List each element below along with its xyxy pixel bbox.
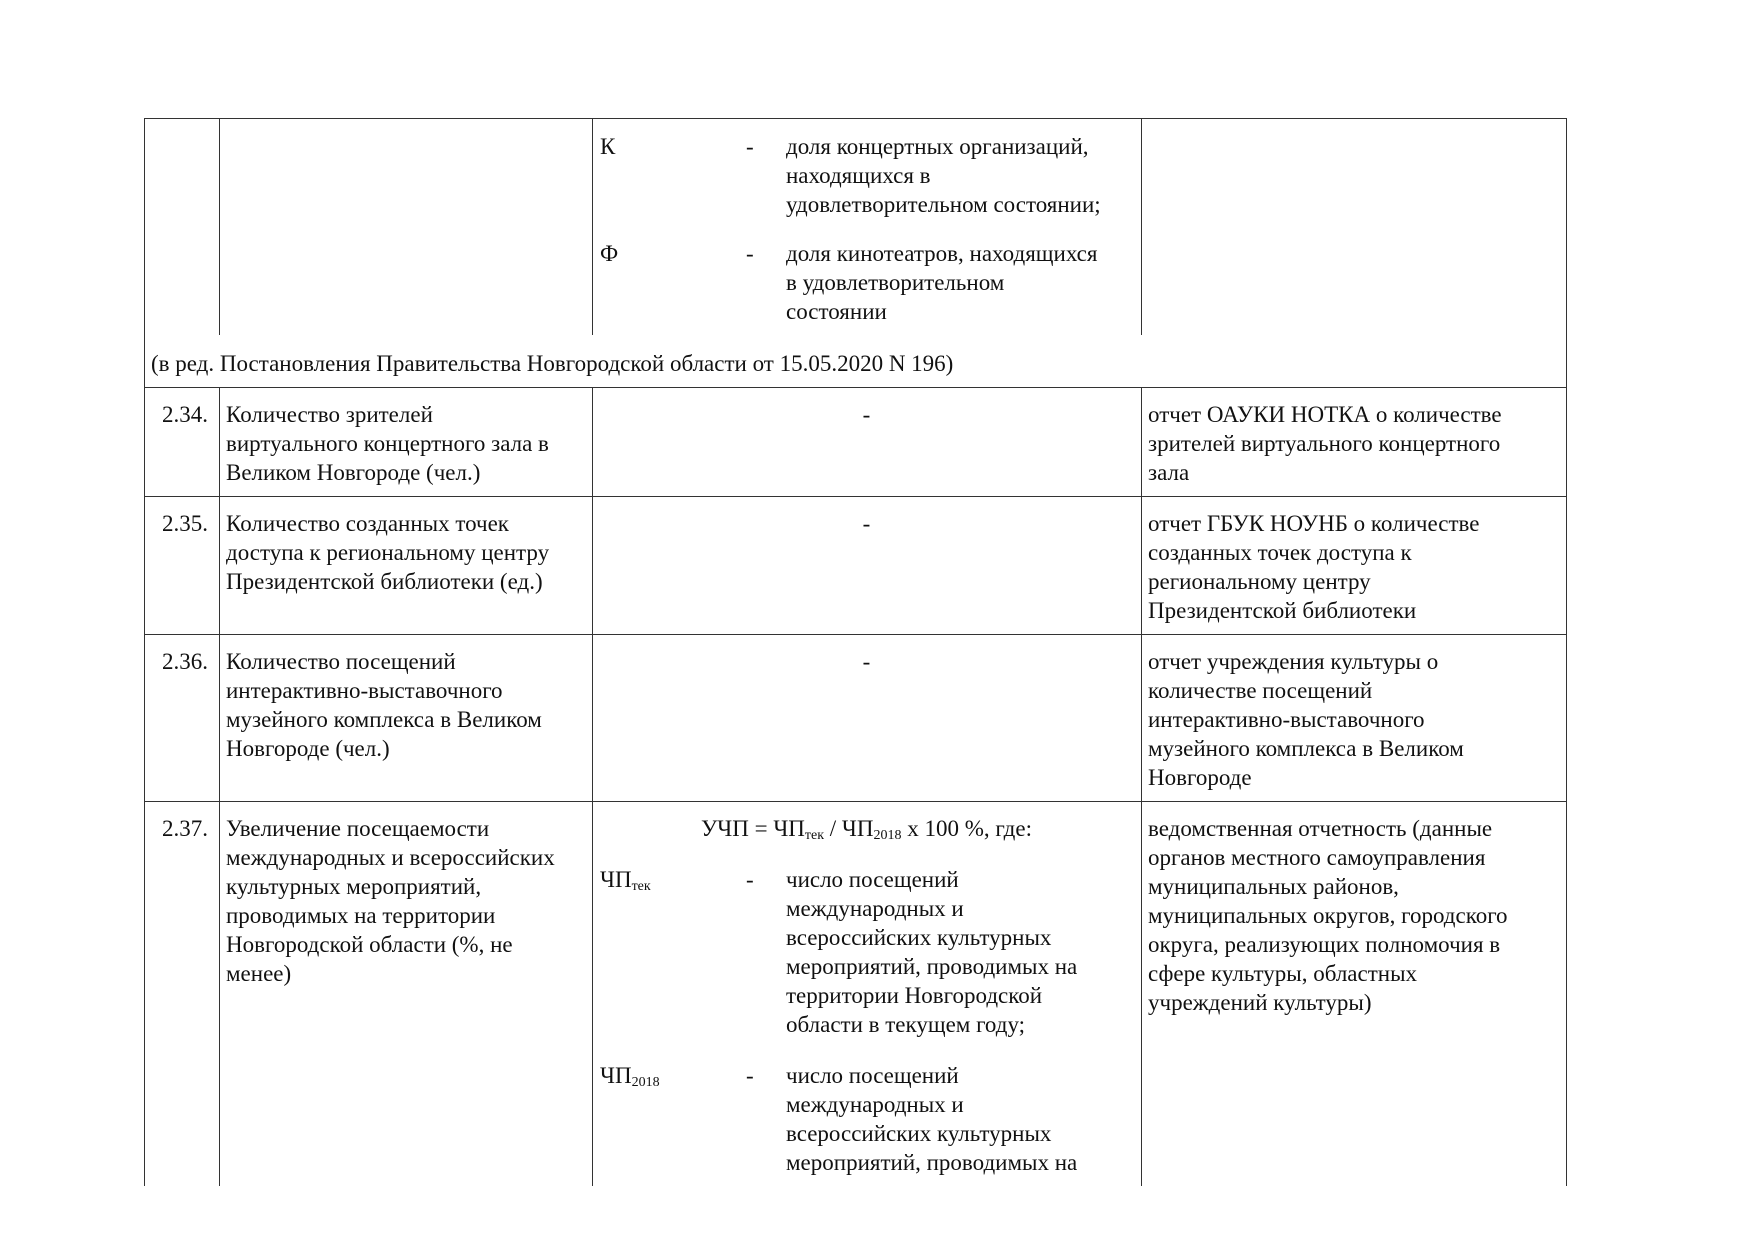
text-line: интерактивно-выставочного (226, 678, 503, 703)
row-number: 2.37. (162, 816, 208, 841)
col2-divider (219, 387, 220, 1186)
text-line: ведомственная отчетность (данные (1148, 816, 1493, 841)
indicator-name (226, 647, 588, 763)
text-line: доступа к региональному центру (226, 540, 550, 565)
row-number: 2.35. (162, 511, 208, 536)
table-left-border (144, 118, 145, 1186)
text-line: Президентской библиотеки (1148, 598, 1417, 623)
text-line: проводимых на территории (226, 903, 496, 928)
row-number: 2.34. (162, 402, 208, 427)
variable-subscript: 2018 (631, 1075, 660, 1090)
text-line: округа, реализующих полномочия в (1148, 932, 1501, 957)
data-source (1148, 647, 1562, 792)
text-line: зала (1148, 460, 1190, 485)
formula-subscript: тек (804, 828, 825, 843)
indicator-name (226, 400, 588, 487)
formula-term: ЧП (841, 816, 874, 841)
indicator-name (226, 814, 588, 988)
text-line: удовлетворительном состоянии; (786, 192, 1101, 217)
table-top-border (144, 118, 1566, 119)
text-line: созданных точек доступа к (1148, 540, 1412, 565)
variable-subscript: тек (631, 879, 651, 894)
text-line: доля кинотеатров, находящихся (786, 241, 1098, 266)
formula-divide: / (824, 816, 842, 841)
text-line: доля концертных организаций, (786, 134, 1089, 159)
variable-symbol (600, 1061, 660, 1090)
text-line: культурных мероприятий, (226, 874, 482, 899)
text-line: число посещений (786, 867, 959, 892)
formula-expression (592, 814, 1141, 843)
text-line: региональному центру (1148, 569, 1371, 594)
text-line: находящихся в (786, 163, 931, 188)
text-line: количестве посещений (1148, 678, 1373, 703)
text-line: муниципальных районов, (1148, 874, 1399, 899)
col3-divider (592, 387, 593, 1186)
data-source (1148, 400, 1562, 487)
variable-dash: - (746, 134, 754, 159)
formula-subscript: 2018 (873, 828, 902, 843)
text-line: мероприятий, проводимых на (786, 954, 1078, 979)
variable-dash: - (746, 1063, 754, 1088)
text-line: Увеличение посещаемости (226, 816, 490, 841)
text-line: менее) (226, 961, 292, 986)
text-line: области в текущем году; (786, 1012, 1026, 1037)
data-source (1148, 814, 1562, 1017)
data-source (1148, 509, 1562, 625)
text-line: музейного комплекса в Великом (226, 707, 542, 732)
variable-symbol: Ф (600, 241, 619, 266)
row-2-36-bottom (144, 801, 1566, 802)
text-line: Количество зрителей (226, 402, 433, 427)
amendment-note: (в ред. Постановления Правительства Новгородской области от 15.05.2020 N 196) (151, 351, 954, 376)
variable-description (786, 132, 1136, 219)
variable-description (786, 1061, 1136, 1177)
note-row-bottom (144, 387, 1566, 388)
variable-description (786, 865, 1136, 1039)
variable-description (786, 239, 1136, 326)
text-line: интерактивно-выставочного (1148, 707, 1425, 732)
text-line: зрителей виртуального концертного (1148, 431, 1501, 456)
text-line: всероссийских культурных (786, 1121, 1052, 1146)
text-line: Новгородской области (%, не (226, 932, 513, 957)
text-line: органов местного самоуправления (1148, 845, 1486, 870)
text-line: территории Новгородской (786, 983, 1043, 1008)
col4-divider (1141, 387, 1142, 1186)
text-line: всероссийских культурных (786, 925, 1052, 950)
variable-name: ЧП (600, 867, 632, 892)
formula: - (862, 402, 871, 427)
col4-divider-top (1141, 118, 1142, 335)
text-line: Количество посещений (226, 649, 456, 674)
text-line: Количество созданных точек (226, 511, 509, 536)
text-line: сфере культуры, областных (1148, 961, 1418, 986)
table-right-border (1566, 118, 1567, 1186)
text-line: отчет учреждения культуры о (1148, 649, 1439, 674)
indicator-name (226, 509, 588, 596)
col2-divider-top (219, 118, 220, 335)
text-line: учреждений культуры) (1148, 990, 1372, 1015)
top-row-formula-cell (600, 132, 1136, 332)
text-line: международных и всероссийских (226, 845, 555, 870)
variable-name: ЧП (600, 1063, 632, 1088)
text-line: в удовлетворительном (786, 270, 1005, 295)
text-line: Новгороде (чел.) (226, 736, 390, 761)
formula: - (862, 511, 871, 536)
text-line: виртуального концертного зала в (226, 431, 549, 456)
text-line: состоянии (786, 299, 887, 324)
formula-term: ЧП (773, 816, 805, 841)
formula: - (862, 649, 871, 674)
formula-variables (600, 865, 1136, 1185)
variable-dash: - (746, 867, 754, 892)
text-line: Новгороде (1148, 765, 1252, 790)
text-line: Великом Новгороде (чел.) (226, 460, 481, 485)
text-line: число посещений (786, 1063, 959, 1088)
text-line: муниципальных округов, городского (1148, 903, 1508, 928)
variable-symbol (600, 865, 651, 894)
text-line: музейного комплекса в Великом (1148, 736, 1464, 761)
row-number: 2.36. (162, 649, 208, 674)
text-line: отчет ОАУКИ НОТКА о количестве (1148, 402, 1502, 427)
row-2-35-bottom (144, 634, 1566, 635)
col3-divider-top (592, 118, 593, 335)
text-line: Президентской библиотеки (ед.) (226, 569, 543, 594)
variable-symbol: К (600, 134, 616, 159)
text-line: международных и (786, 896, 964, 921)
formula-equals: = (748, 816, 774, 841)
variable-dash: - (746, 241, 754, 266)
text-line: отчет ГБУК НОУНБ о количестве (1148, 511, 1480, 536)
formula-lhs: УЧП (701, 816, 749, 841)
row-2-34-bottom (144, 496, 1566, 497)
formula-tail: х 100 %, где: (901, 816, 1032, 841)
text-line: мероприятий, проводимых на (786, 1150, 1078, 1175)
text-line: международных и (786, 1092, 964, 1117)
